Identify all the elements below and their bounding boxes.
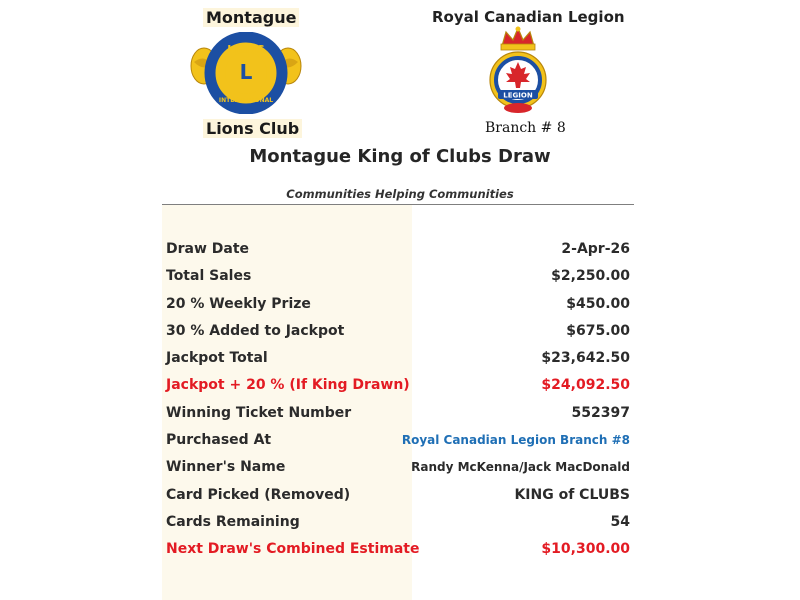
row-value: Royal Canadian Legion Branch #8: [401, 433, 630, 448]
lions-club-top-label: Montague: [203, 8, 299, 27]
row-label: Draw Date: [166, 241, 250, 257]
row-value: $450.00: [566, 295, 630, 312]
row-next-draw-estimate: [0, 536, 800, 563]
row-value: 2-Apr-26: [561, 241, 630, 257]
row-label: Winning Ticket Number: [166, 404, 352, 421]
row-label: Purchased At: [166, 432, 272, 449]
row-label: Total Sales: [166, 268, 252, 285]
row-winning-ticket-number: [0, 400, 800, 427]
row-value: 54: [610, 513, 630, 530]
row-value: KING of CLUBS: [514, 486, 630, 503]
page-title: Montague King of Clubs Draw: [249, 146, 551, 167]
row-label: 20 % Weekly Prize: [166, 295, 311, 312]
row-label: 30 % Added to Jackpot: [166, 322, 345, 339]
legion-badge-logo: [486, 24, 550, 118]
row-value: Randy McKenna/Jack MacDonald: [411, 460, 630, 475]
row-value: $2,250.00: [551, 268, 630, 285]
page-subtitle: Communities Helping Communities: [286, 187, 514, 201]
lions-logo-bottom-text: INTERNATIONAL: [218, 97, 274, 104]
lions-club-logo: [190, 32, 302, 114]
legion-badge-text: LEGION: [503, 91, 533, 100]
draw-details-table: [0, 236, 800, 564]
legion-branch-label: Branch # 8: [485, 120, 566, 136]
row-jackpot-total: [0, 345, 800, 372]
row-value: $24,092.50: [541, 377, 630, 394]
row-label: Card Picked (Removed): [166, 486, 351, 503]
row-purchased-at: [0, 427, 800, 454]
row-label: Cards Remaining: [166, 513, 300, 530]
row-label: Jackpot + 20 % (If King Drawn): [166, 377, 410, 394]
row-value: 552397: [571, 404, 630, 421]
lions-logo-top-text: LIONS: [227, 43, 265, 56]
row-label: Next Draw's Combined Estimate: [166, 541, 420, 558]
row-label: Jackpot Total: [166, 350, 268, 367]
row-value: $23,642.50: [541, 350, 630, 367]
lions-club-bottom-label: Lions Club: [203, 119, 302, 138]
row-draw-date: [0, 236, 800, 263]
row-cards-remaining: [0, 509, 800, 536]
row-value: $10,300.00: [541, 541, 630, 558]
row-card-picked: [0, 482, 800, 509]
row-weekly-prize: [0, 291, 800, 318]
lions-logo-letter: L: [239, 60, 253, 84]
row-jackpot-if-king-drawn: [0, 372, 800, 399]
row-value: $675.00: [566, 322, 630, 339]
row-added-to-jackpot: [0, 318, 800, 345]
legion-title: Royal Canadian Legion: [432, 8, 625, 26]
row-total-sales: [0, 263, 800, 290]
row-winners-name: [0, 454, 800, 481]
row-label: Winner's Name: [166, 459, 286, 476]
